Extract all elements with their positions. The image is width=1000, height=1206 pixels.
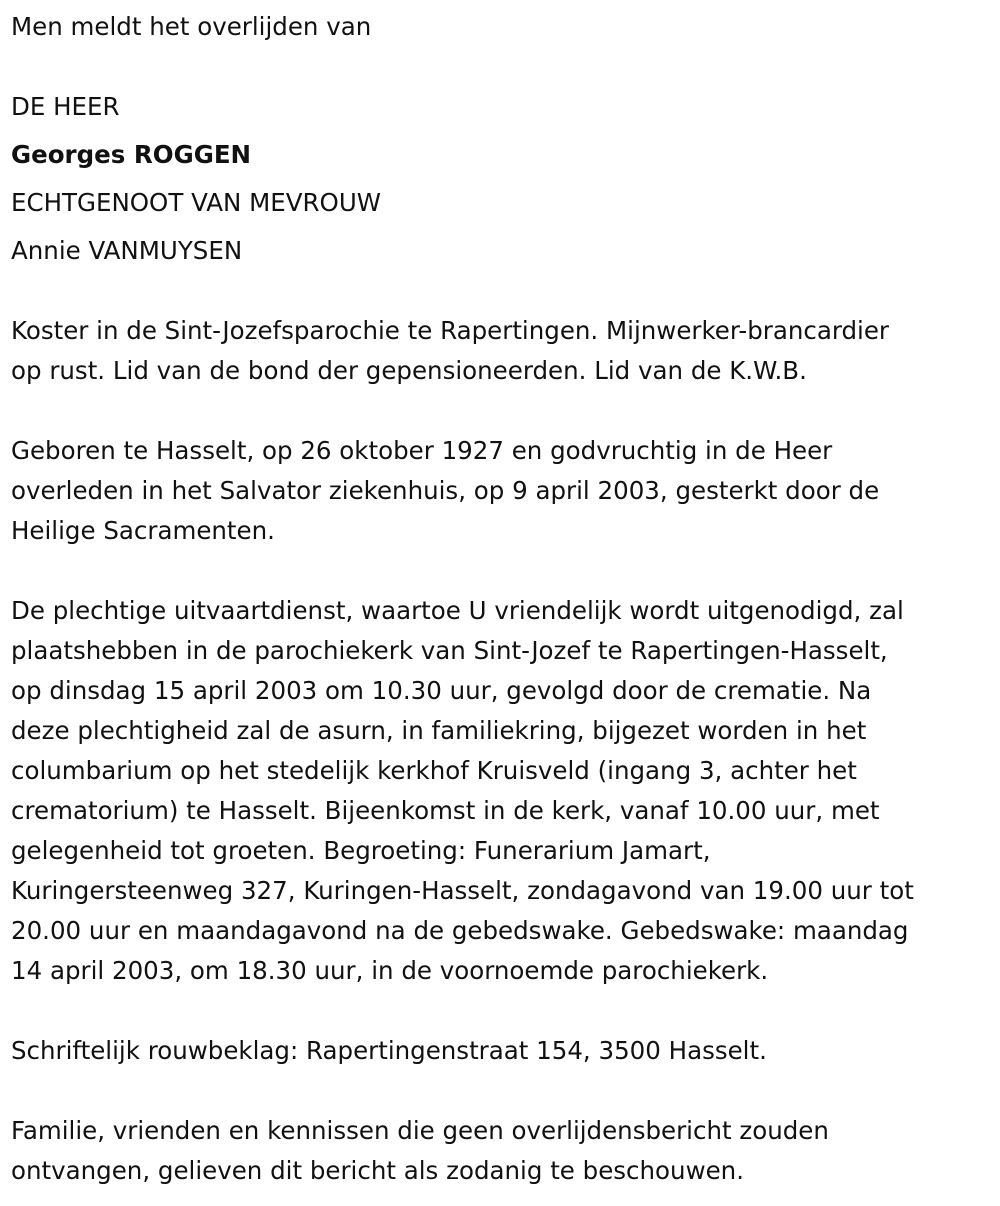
birth-death-paragraph <box>11 431 1000 551</box>
title-text: DE HEER <box>11 92 120 121</box>
paragraph-line: deze plechtigheid zal de asurn, in familiekring, bijgezet worden in het <box>11 716 867 745</box>
paragraph-line: Heilige Sacramenten. <box>11 516 275 545</box>
spacer <box>11 1071 1000 1111</box>
spacer <box>11 391 1000 431</box>
paragraph-line: op dinsdag 15 april 2003 om 10.30 uur, gevolgd door de crematie. Na <box>11 676 872 705</box>
paragraph-line: 14 april 2003, om 18.30 uur, in de voornoemde parochiekerk. <box>11 956 769 985</box>
spouse-name: Annie VANMUYSEN <box>11 236 243 265</box>
deceased-name: Georges ROGGEN <box>11 140 252 169</box>
spacer <box>11 551 1000 591</box>
paragraph-line: 20.00 uur en maandagavond na de gebedswake. Gebedswake: maandag <box>11 916 909 945</box>
occupation-paragraph <box>11 311 1000 391</box>
intro-text: Men meldt het overlijden van <box>11 12 372 41</box>
spacer <box>11 47 1000 87</box>
paragraph-line: Koster in de Sint-Jozefsparochie te Rapertingen. Mijnwerker-brancardier <box>11 316 889 345</box>
spacer <box>11 991 1000 1031</box>
paragraph-line: Geboren te Hasselt, op 26 oktober 1927 en godvruchtig in de Heer <box>11 436 833 465</box>
funeral-paragraph <box>11 591 1000 991</box>
paragraph-line: crematorium) te Hasselt. Bijeenkomst in de kerk, vanaf 10.00 uur, met <box>11 796 880 825</box>
closing-paragraph <box>11 1111 1000 1191</box>
spacer <box>11 175 1000 183</box>
paragraph-line: De plechtige uitvaartdienst, waartoe U vriendelijk wordt uitgenodigd, zal <box>11 596 904 625</box>
paragraph-line: op rust. Lid van de bond der gepensioneerden. Lid van de K.W.B. <box>11 356 807 385</box>
paragraph-line: gelegenheid tot groeten. Begroeting: Funerarium Jamart, <box>11 836 711 865</box>
paragraph-line: overleden in het Salvator ziekenhuis, op 9 april 2003, gesterkt door de <box>11 476 880 505</box>
paragraph-line: Familie, vrienden en kennissen die geen overlijdensbericht zouden <box>11 1116 829 1145</box>
paragraph-line: Kuringersteenweg 327, Kuringen-Hasselt, zondagavond van 19.00 uur tot <box>11 876 914 905</box>
spouse-label: ECHTGENOOT VAN MEVROUW <box>11 188 382 217</box>
spacer <box>11 271 1000 311</box>
spacer <box>11 127 1000 135</box>
paragraph-line: columbarium op het stedelijk kerkhof Kruisveld (ingang 3, achter het <box>11 756 857 785</box>
paragraph-line: plaatshebben in de parochiekerk van Sint-Jozef te Rapertingen-Hasselt, <box>11 636 888 665</box>
paragraph-line: ontvangen, gelieven dit bericht als zodanig te beschouwen. <box>11 1156 745 1185</box>
spacer <box>11 223 1000 231</box>
condolence-address: Schriftelijk rouwbeklag: Rapertingenstraat 154, 3500 Hasselt. <box>11 1036 767 1065</box>
